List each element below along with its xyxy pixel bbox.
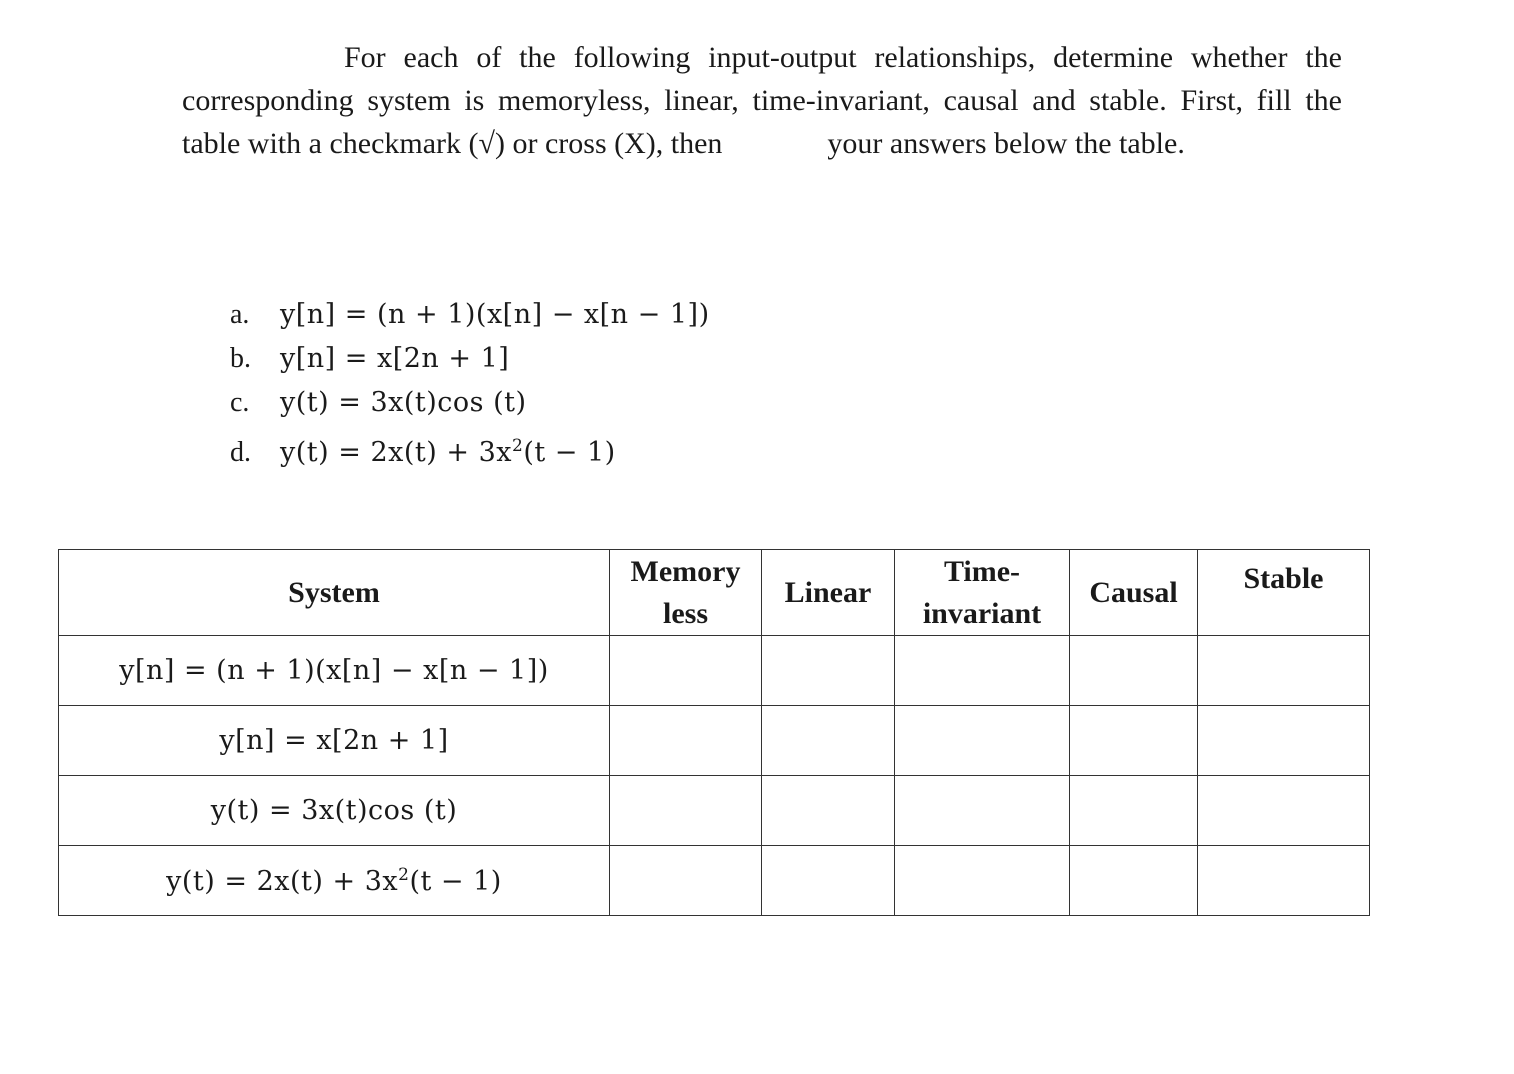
item-letter: a. <box>230 299 250 330</box>
stable-cell[interactable] <box>1198 776 1370 846</box>
linear-cell[interactable] <box>762 636 895 706</box>
header-stable: Stable <box>1198 550 1370 636</box>
causal-cell[interactable] <box>1070 636 1198 706</box>
item-formula: y[n] = (n + 1)(x[n] − x[n − 1]) <box>280 299 710 330</box>
memoryless-cell[interactable] <box>610 636 762 706</box>
item-formula <box>280 437 616 468</box>
time-invariant-cell[interactable] <box>895 706 1070 776</box>
table-row <box>59 776 1370 846</box>
header-linear: Linear <box>762 550 895 636</box>
item-letter: b. <box>230 343 251 374</box>
statement-line-2: corresponding system is memoryless, linear, time-invariant, causal and stable. First, fill the <box>182 84 1342 117</box>
problem-statement <box>182 36 1342 165</box>
system-cell <box>59 846 610 916</box>
stable-cell[interactable] <box>1198 706 1370 776</box>
memoryless-cell[interactable] <box>610 706 762 776</box>
header-memoryless-line1: Memory <box>630 554 741 588</box>
system-item-d <box>230 424 710 468</box>
memoryless-cell[interactable] <box>610 776 762 846</box>
item-formula: y[n] = x[2n + 1] <box>280 343 510 374</box>
header-time-invariant <box>895 550 1070 636</box>
table-row <box>59 846 1370 916</box>
causal-cell[interactable] <box>1070 776 1198 846</box>
answer-table <box>58 549 1370 916</box>
item-letter: d. <box>230 437 251 468</box>
time-invariant-cell[interactable] <box>895 846 1070 916</box>
item-letter: c. <box>230 387 250 418</box>
header-causal: Causal <box>1070 550 1198 636</box>
stable-cell[interactable] <box>1198 636 1370 706</box>
time-invariant-cell[interactable] <box>895 636 1070 706</box>
time-invariant-cell[interactable] <box>895 776 1070 846</box>
table-row <box>59 706 1370 776</box>
linear-cell[interactable] <box>762 706 895 776</box>
system-item-c <box>230 380 710 424</box>
linear-cell[interactable] <box>762 776 895 846</box>
formula-part: y(t) = 2x(t) + 3x <box>280 437 512 468</box>
system-cell: y[n] = x[2n + 1] <box>59 706 610 776</box>
exponent: 2 <box>511 436 524 456</box>
item-formula: y(t) = 3x(t)cos (t) <box>280 387 527 418</box>
formula-part: (t − 1) <box>523 437 616 468</box>
formula-part: (t − 1) <box>409 865 502 897</box>
statement-line-1: For each of the following input-output relationships, determine whether the <box>344 41 1342 74</box>
causal-cell[interactable] <box>1070 846 1198 916</box>
system-cell: y(t) = 3x(t)cos (t) <box>59 776 610 846</box>
table-row <box>59 636 1370 706</box>
header-row <box>59 550 1370 636</box>
header-time-invariant-line2: invariant <box>922 596 1042 630</box>
system-cell: y[n] = (n + 1)(x[n] − x[n − 1]) <box>59 636 610 706</box>
system-item-a <box>230 292 710 336</box>
causal-cell[interactable] <box>1070 706 1198 776</box>
system-item-b <box>230 336 710 380</box>
memoryless-cell[interactable] <box>610 846 762 916</box>
exponent: 2 <box>398 864 410 885</box>
header-memoryless <box>610 550 762 636</box>
stable-cell[interactable] <box>1198 846 1370 916</box>
statement-line-3: table with a checkmark (√) or cross (X), then your answers below the table. <box>182 127 1185 160</box>
formula-part: y(t) = 2x(t) + 3x <box>166 865 399 897</box>
system-list <box>230 292 710 468</box>
header-time-invariant-line1: Time- <box>943 554 1021 588</box>
header-system: System <box>59 550 610 636</box>
linear-cell[interactable] <box>762 846 895 916</box>
header-memoryless-line2: less <box>663 596 708 630</box>
